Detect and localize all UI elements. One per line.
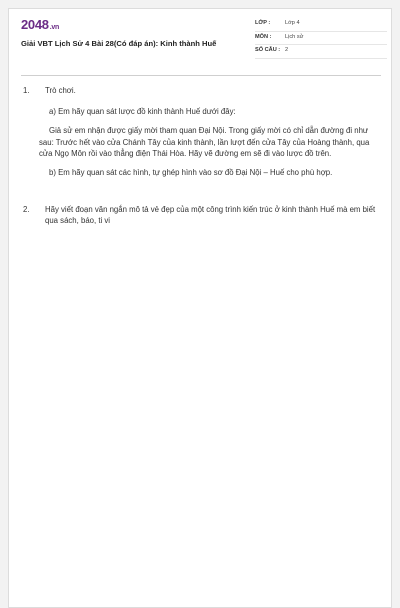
- question-1-instructions: Giả sử em nhận được giấy mời tham quan Đại Nội. Trong giấy mời có chỉ dẫn đường đi như sau: Trước hết vào cửa Chánh Tây của kinh thành, lần lượt đến cửa Tây của Hoàng thành, qua cửa Ngọ Môn rồi vào thẳng điện Thái Hòa. Hãy vẽ đường em sẽ đi vào lược đồ trên.: [39, 126, 370, 159]
- question-2: [23, 204, 377, 227]
- document-header: [9, 9, 393, 77]
- question-1-part-b: b) Em hãy quan sát các hình, tự ghép hình vào sơ đồ Đại Nội – Huế cho phù hợp.: [49, 167, 333, 177]
- document-page: [8, 8, 392, 608]
- page-title: Giải VBT Lịch Sử 4 Bài 28(Có đáp án): Kinh thành Huế: [21, 39, 217, 48]
- document-content: [23, 85, 377, 227]
- question-number: 2.: [23, 204, 30, 214]
- logo-domain-text: .vn: [49, 24, 59, 31]
- meta-row-question-count: [255, 45, 387, 59]
- question-number: 1.: [23, 86, 30, 95]
- meta-value-question-count: 2: [285, 47, 289, 53]
- question-text: Trò chơi.: [45, 86, 76, 95]
- site-logo[interactable]: [21, 17, 59, 32]
- meta-value-subject: Lịch sử: [285, 33, 304, 40]
- meta-key-grade: LỚP :: [255, 20, 271, 26]
- meta-value-grade: Lớp 4: [285, 20, 300, 26]
- meta-key-subject: MÔN :: [255, 33, 272, 40]
- header-divider: [21, 75, 381, 76]
- logo-main-text: 2048: [21, 17, 49, 32]
- meta-key-question-count: SỐ CÂU :: [255, 47, 281, 53]
- question-1: [23, 85, 377, 97]
- meta-row-subject: [255, 32, 387, 46]
- meta-table: [255, 18, 387, 59]
- question-1-part-a: a) Em hãy quan sát lược đồ kinh thành Huế dưới đây:: [49, 106, 236, 116]
- question-text: Hãy viết đoạn văn ngắn mô tả vẻ đẹp của một công trình kiến trúc ở kinh thành Huế mà em biết qua sách, báo, ti vi: [45, 204, 376, 226]
- meta-row-grade: [255, 18, 387, 32]
